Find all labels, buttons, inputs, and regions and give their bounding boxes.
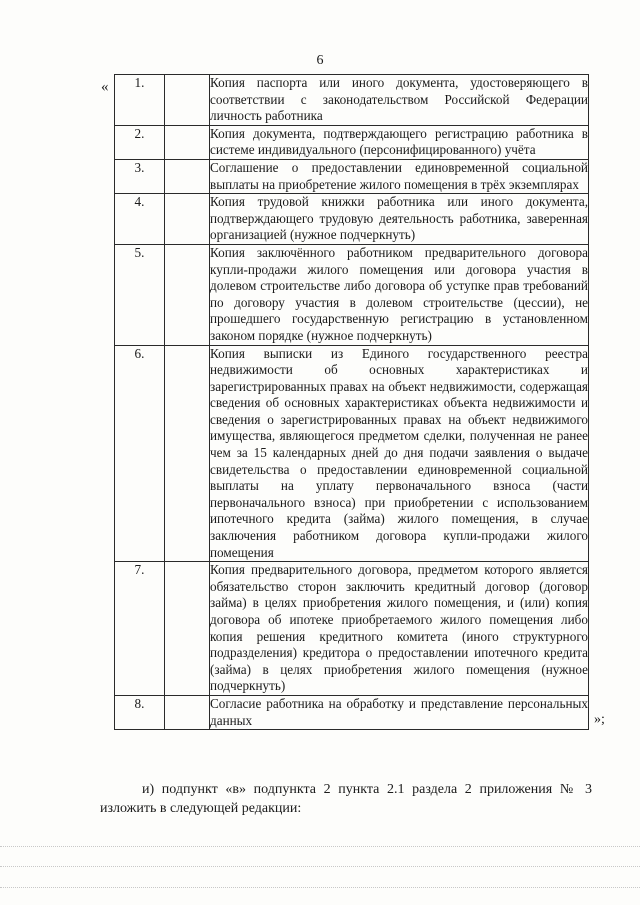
document-description: Копия документа, подтверждающего регистрацию работника в системе индивидуального (персонифицированного) учёта [210,125,589,159]
document-description: Копия заключённого работником предварительного договора купли-продажи жилого помещения или договора участия в долевом строительстве либо договора об уступке прав требований по договору участия в долевом строительстве (цессии), не прошедшего государственную регистрацию в установленном законом порядке (нужное подчеркнуть) [210,244,589,345]
blank-cell [165,75,210,126]
ruled-line [0,866,640,867]
page-number: 6 [316,53,324,68]
blank-cell [165,345,210,562]
document-description: Копия паспорта или иного документа, удостоверяющего в соответствии с законодательством Российской Федерации личность работника [210,75,589,126]
ruled-line [0,887,640,888]
row-number: 1. [115,75,165,126]
table-row [115,562,589,696]
document-description: Копия трудовой книжки работника или иного документа, подтверждающего трудовую деятельность работника, заверенная организацией (нужное подчеркнуть) [210,194,589,245]
row-number: 6. [115,345,165,562]
documents-table [114,74,589,730]
row-number: 8. [115,695,165,729]
blank-cell [165,562,210,696]
documents-table-body [115,75,589,730]
table-row [115,695,589,729]
row-number: 2. [115,125,165,159]
ruled-line [0,846,640,847]
row-number: 7. [115,562,165,696]
table-row [115,244,589,345]
blank-cell [165,194,210,245]
blank-cell [165,125,210,159]
body-paragraph: и) подпункт «в» подпункта 2 пункта 2.1 раздела 2 приложения № 3 изложить в следующей редакции: [100,782,592,816]
table-row [115,75,589,126]
blank-cell [165,159,210,193]
table-row [115,159,589,193]
table-row [115,194,589,245]
document-description: Соглашение о предоставлении единовременной социальной выплаты на приобретение жилого помещения в трёх экземплярах [210,159,589,193]
document-description: Копия предварительного договора, предметом которого является обязательство сторон заключить кредитный договор (договор займа) в целях приобретения жилого помещения, и (или) копия договора об ипотеке приобретаемого жилого помещения либо копия решения кредитного комитета (иного структурного подразделения) кредитора о предоставлении ипотечного кредита (займа) в целях приобретения жилого помещения (нужное подчеркнуть) [210,562,589,696]
blank-cell [165,244,210,345]
row-number: 3. [115,159,165,193]
document-description: Копия выписки из Единого государственного реестра недвижимости об основных характеристиках и зарегистрированных правах на объект недвижимости, содержащая сведения об основных характеристиках объекта недвижимости и сведения о зарегистрированных правах на объект недвижимого имущества, являющегося предметом сделки, полученная не ранее чем за 15 календарных дней до дня подачи заявления о выдаче свидетельства о предоставлении единовременной социальной выплаты на уплату первоначального взноса (части первоначального взноса) при приобретении с использованием ипотечного кредита (займа) жилого помещения, в случае заключения работником договора купли-продажи жилого помещения [210,345,589,562]
row-number: 4. [115,194,165,245]
document-description: Согласие работника на обработку и представление персональных данных [210,695,589,729]
table-row [115,125,589,159]
blank-cell [165,695,210,729]
table-row [115,345,589,562]
closing-quote: »; [594,712,605,727]
opening-quote: « [101,79,109,95]
row-number: 5. [115,244,165,345]
